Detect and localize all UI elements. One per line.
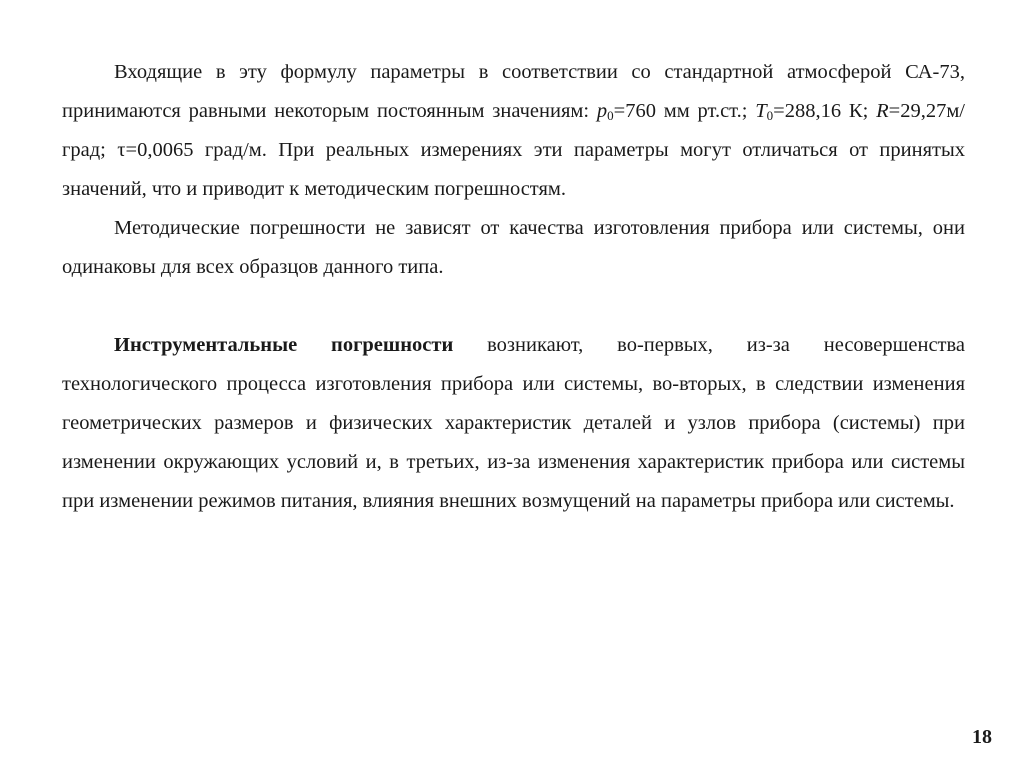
page-number: 18 <box>972 726 992 748</box>
pressure-subscript: 0 <box>607 108 614 123</box>
temperature-value: =288,16 К; <box>773 100 877 122</box>
paragraph-spacer <box>62 287 965 326</box>
instrumental-errors-text: возникают, во-первых, из-за несовершенства технологического процесса изготовления прибора или системы, во-вторых, в следствии изменения геометрических размеров и физических характеристик деталей и узлов прибора (системы) при изменении окружающих условий и, в третьих, из-за изменения характеристик прибора или системы при изменении режимов питания, влияния внешних возмущений на параметры прибора или системы. <box>62 334 966 512</box>
paragraph-standard-atmosphere <box>62 53 965 209</box>
pressure-value: =760 мм рт.ст.; <box>613 100 756 122</box>
gas-constant-symbol: R <box>876 100 889 122</box>
paragraph-methodical-errors: Методические погрешности не зависят от качества изготовления прибора или системы, они одинаковы для всех образцов данного типа. <box>62 217 965 278</box>
temperature-subscript: 0 <box>766 108 774 123</box>
temperature-symbol: T <box>755 100 767 122</box>
paragraph-instrumental-errors <box>62 326 965 521</box>
instrumental-errors-term: Инструментальные погрешности <box>114 334 454 356</box>
paragraph-1-text: Входящие в эту формулу параметры в соответствии со стандартной атмосферой СА-73, принимаются равными некоторым постоянным значениям: <box>62 61 965 122</box>
document-body <box>62 53 965 521</box>
pressure-symbol: p <box>596 100 608 122</box>
gas-constant-and-remainder: =29,27м/град; τ=0,0065 град/м. При реальных измерениях эти параметры могут отличаться от принятых значений, что и приводит к методическим погрешностям. <box>62 100 965 200</box>
